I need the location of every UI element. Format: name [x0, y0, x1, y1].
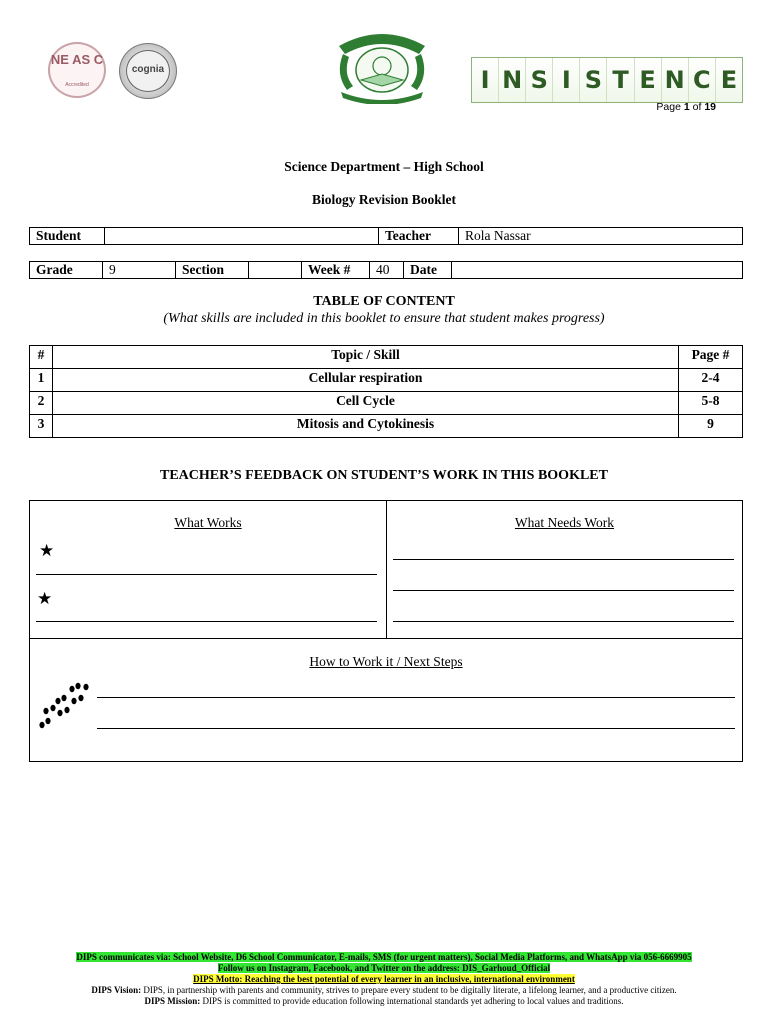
student-label: Student: [30, 228, 105, 245]
next-steps-line[interactable]: [97, 697, 735, 698]
week-label: Week #: [302, 262, 370, 279]
page-of: of: [692, 101, 702, 113]
neasc-logo: [48, 42, 106, 98]
section-field[interactable]: [249, 262, 302, 279]
what-needs-work-heading: What Needs Work: [514, 515, 615, 530]
what-needs-work-line[interactable]: [393, 559, 734, 560]
what-needs-work-line[interactable]: [393, 590, 734, 591]
insistence-letter: S: [580, 58, 607, 102]
toc-row-page: 2-4: [679, 369, 743, 392]
cognia-logo: [119, 43, 177, 99]
insistence-letter: E: [635, 58, 662, 102]
footprints-icon: [36, 681, 92, 731]
school-crest-logo: [333, 24, 431, 104]
toc-header-topic: Topic / Skill: [53, 346, 679, 369]
feedback-title: TEACHER’S FEEDBACK ON STUDENT’S WORK IN THIS BOOKLET: [160, 468, 608, 483]
insistence-letter: C: [689, 58, 716, 102]
grade-section-table: [29, 261, 743, 279]
teacher-name-value: Rola Nassar: [459, 228, 743, 245]
page-number: [656, 101, 716, 113]
next-steps-heading: How to Work it / Next Steps: [309, 654, 463, 669]
cognia-mark: cognia: [131, 64, 165, 75]
toc-header-row: [30, 346, 743, 369]
table-row: [30, 392, 743, 415]
date-field[interactable]: [452, 262, 743, 279]
what-works-line[interactable]: [36, 574, 377, 575]
toc-title: TABLE OF CONTENT: [313, 294, 455, 309]
table-row: [30, 415, 743, 438]
booklet-title: Biology Revision Booklet: [311, 192, 456, 207]
toc-row-topic: Mitosis and Cytokinesis: [53, 415, 679, 438]
toc-row-page: 9: [679, 415, 743, 438]
toc-row-page: 5-8: [679, 392, 743, 415]
next-steps-line[interactable]: [97, 728, 735, 729]
footer-social: Follow us on Instagram, Facebook, and Twitter on the address: DIS_Garhoud_Official: [217, 963, 551, 973]
feedback-box: [29, 500, 743, 762]
toc-row-topic: Cellular respiration: [53, 369, 679, 392]
toc-header-num: #: [30, 346, 53, 369]
what-needs-work-line[interactable]: [393, 621, 734, 622]
toc-row-num: 2: [30, 392, 53, 415]
neasc-mark: NE AS C: [50, 52, 104, 67]
toc-row-num: 1: [30, 369, 53, 392]
insistence-letter: N: [499, 58, 526, 102]
insistence-banner-logo: [471, 57, 743, 103]
page-current: 1: [683, 101, 690, 113]
insistence-letter: E: [716, 58, 742, 102]
what-works-heading: What Works: [174, 515, 242, 530]
week-value: 40: [370, 262, 404, 279]
page-total: 19: [704, 101, 716, 113]
toc-row-topic: Cell Cycle: [53, 392, 679, 415]
grade-label: Grade: [30, 262, 103, 279]
student-teacher-table: [29, 227, 743, 245]
footer-motto: DIPS Motto: Reaching the best potential of every learner in an inclusive, international environment: [193, 974, 575, 984]
insistence-letter: T: [607, 58, 634, 102]
date-label: Date: [404, 262, 452, 279]
section-label: Section: [176, 262, 249, 279]
grade-value: 9: [103, 262, 176, 279]
insistence-letter: S: [526, 58, 553, 102]
teacher-label: Teacher: [379, 228, 459, 245]
footer-vision-text: DIPS, in partnership with parents and community, strives to prepare every student to be digitally literate, a lifelong learner, and a productive citizen.: [141, 985, 677, 995]
toc-subtitle: (What skills are included in this booklet to ensure that student makes progress): [163, 311, 605, 326]
toc-row-num: 3: [30, 415, 53, 438]
star-icon: ★: [37, 589, 53, 609]
insistence-letter: I: [553, 58, 580, 102]
page-footer: [0, 952, 768, 1007]
footer-communication: DIPS communicates via: School Website, D6 School Communicator, E-mails, SMS (for urgent matters), Social Media Platforms, and WhatsApp via 056-6669905: [76, 952, 692, 962]
footer-mission-label: DIPS Mission:: [144, 996, 201, 1006]
star-icon: ★: [39, 541, 55, 561]
footer-vision-label: DIPS Vision:: [91, 985, 142, 995]
footer-mission-text: DIPS is committed to provide education following international standards yet adhering to local values and traditions.: [200, 996, 624, 1006]
table-row: [30, 369, 743, 392]
page-label: Page: [656, 101, 681, 113]
neasc-accredited-text: Accredited: [65, 82, 89, 88]
insistence-letter: N: [662, 58, 689, 102]
toc-header-page: Page #: [679, 346, 743, 369]
feedback-row-divider: [30, 638, 742, 639]
insistence-letter: I: [472, 58, 499, 102]
what-works-line[interactable]: [36, 621, 377, 622]
toc-table: [29, 345, 743, 438]
student-name-field[interactable]: [105, 228, 379, 245]
department-title: Science Department – High School: [284, 159, 484, 174]
